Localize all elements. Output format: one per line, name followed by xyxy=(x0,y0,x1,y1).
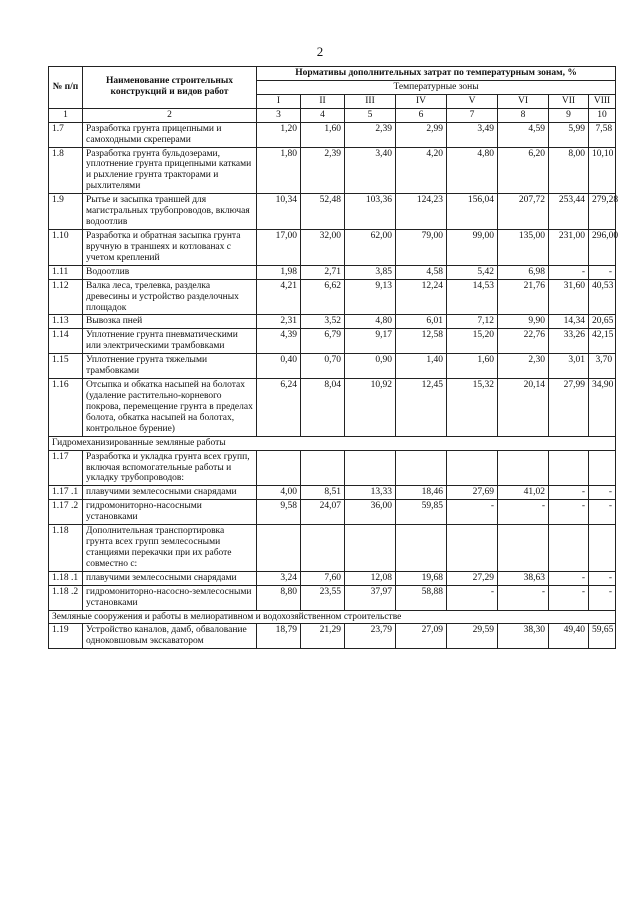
zone-value: - xyxy=(549,486,589,500)
table-row xyxy=(49,500,616,525)
zone-value: - xyxy=(549,500,589,525)
zone-value: 124,23 xyxy=(396,194,447,230)
row-number: 1.16 xyxy=(49,379,83,437)
zone-value xyxy=(498,450,549,486)
zone-value: 4,21 xyxy=(257,279,301,315)
table-row xyxy=(49,194,616,230)
zone-value: 2,99 xyxy=(396,122,447,147)
table-row xyxy=(49,265,616,279)
row-number: 1.17 xyxy=(49,450,83,486)
row-number: 1.15 xyxy=(49,354,83,379)
table-row xyxy=(49,354,616,379)
column-number: 7 xyxy=(447,108,498,122)
zone-value xyxy=(396,450,447,486)
work-name: гидромониторно-насосными установками xyxy=(83,500,257,525)
zone-value: 18,46 xyxy=(396,486,447,500)
zone-value xyxy=(549,450,589,486)
zone-value: 79,00 xyxy=(396,229,447,265)
zone-value: 1,20 xyxy=(257,122,301,147)
row-number: 1.18 xyxy=(49,525,83,572)
zone-value: 3,52 xyxy=(301,315,345,329)
work-name: Уплотнение грунта тяжелыми трамбовками xyxy=(83,354,257,379)
zone-value: 0,40 xyxy=(257,354,301,379)
row-number: 1.12 xyxy=(49,279,83,315)
zone-value: 3,40 xyxy=(345,147,396,194)
zone-value: 2,39 xyxy=(345,122,396,147)
zone-value: 24,07 xyxy=(301,500,345,525)
zone-value: 6,79 xyxy=(301,329,345,354)
zone-value: 29,59 xyxy=(447,624,498,649)
zone-value: - xyxy=(498,500,549,525)
zone-value: 6,98 xyxy=(498,265,549,279)
zone-value: 253,44 xyxy=(549,194,589,230)
table-row xyxy=(49,585,616,610)
column-number: 6 xyxy=(396,108,447,122)
work-name: Устройство каналов, дамб, обвалование одноковшовым экскаватором xyxy=(83,624,257,649)
zone-value: 13,33 xyxy=(345,486,396,500)
zone-value: - xyxy=(589,486,616,500)
table-row xyxy=(49,571,616,585)
zone-value: 4,80 xyxy=(447,147,498,194)
row-number: 1.18 .2 xyxy=(49,585,83,610)
header-zone: III xyxy=(345,94,396,108)
work-name: Водоотлив xyxy=(83,265,257,279)
row-number: 1.10 xyxy=(49,229,83,265)
zone-value: 8,00 xyxy=(549,147,589,194)
zone-value xyxy=(345,525,396,572)
zone-value: 2,71 xyxy=(301,265,345,279)
table-row xyxy=(49,329,616,354)
zone-value: 27,69 xyxy=(447,486,498,500)
zone-value: 15,32 xyxy=(447,379,498,437)
zone-value xyxy=(498,525,549,572)
table-row xyxy=(49,147,616,194)
zone-value: 8,51 xyxy=(301,486,345,500)
zone-value: 1,60 xyxy=(301,122,345,147)
zone-value: 34,90 xyxy=(589,379,616,437)
zone-value: 4,58 xyxy=(396,265,447,279)
zone-value: 15,20 xyxy=(447,329,498,354)
column-number: 1 xyxy=(49,108,83,122)
header-zone: IV xyxy=(396,94,447,108)
zone-value xyxy=(345,450,396,486)
header-col-name: Наименование строительных конструкций и видов работ xyxy=(83,67,257,109)
zone-value: 41,02 xyxy=(498,486,549,500)
table-row xyxy=(49,229,616,265)
zone-value: 296,00 xyxy=(589,229,616,265)
zone-value: 10,10 xyxy=(589,147,616,194)
row-number: 1.11 xyxy=(49,265,83,279)
row-number: 1.7 xyxy=(49,122,83,147)
row-number: 1.14 xyxy=(49,329,83,354)
zone-value: 6,20 xyxy=(498,147,549,194)
work-name: Разработка и укладка грунта всех групп, включая вспомогательные работы и укладку трубопроводов: xyxy=(83,450,257,486)
row-number: 1.9 xyxy=(49,194,83,230)
zone-value: 103,36 xyxy=(345,194,396,230)
zone-value: 23,79 xyxy=(345,624,396,649)
zone-value xyxy=(396,525,447,572)
row-number: 1.13 xyxy=(49,315,83,329)
zone-value: 49,40 xyxy=(549,624,589,649)
zone-value: 4,00 xyxy=(257,486,301,500)
work-name: Валка леса, трелевка, разделка древесины и устройство разделочных площадок xyxy=(83,279,257,315)
row-number: 1.17 .1 xyxy=(49,486,83,500)
table-row xyxy=(49,122,616,147)
header-zone: VIII xyxy=(589,94,616,108)
zone-value: 62,00 xyxy=(345,229,396,265)
column-number: 5 xyxy=(345,108,396,122)
zone-value: - xyxy=(589,571,616,585)
column-number: 3 xyxy=(257,108,301,122)
zone-value: 5,42 xyxy=(447,265,498,279)
header-zone: V xyxy=(447,94,498,108)
zone-value: 7,12 xyxy=(447,315,498,329)
row-number: 1.18 .1 xyxy=(49,571,83,585)
header-zone: I xyxy=(257,94,301,108)
zone-value: 2,31 xyxy=(257,315,301,329)
zone-value: - xyxy=(589,585,616,610)
zone-value: 12,24 xyxy=(396,279,447,315)
zone-value: 3,24 xyxy=(257,571,301,585)
zone-value: 4,59 xyxy=(498,122,549,147)
section-title: Гидромеханизированные земляные работы xyxy=(49,436,616,450)
zone-value: 0,70 xyxy=(301,354,345,379)
header-zone: II xyxy=(301,94,345,108)
zone-value xyxy=(257,525,301,572)
zone-value xyxy=(589,525,616,572)
zone-value: 12,08 xyxy=(345,571,396,585)
table-header xyxy=(49,67,616,123)
row-number: 1.17 .2 xyxy=(49,500,83,525)
zone-value: 31,60 xyxy=(549,279,589,315)
zone-value: 21,29 xyxy=(301,624,345,649)
zone-value: 33,26 xyxy=(549,329,589,354)
zone-value: 18,79 xyxy=(257,624,301,649)
zone-value: 3,85 xyxy=(345,265,396,279)
row-number: 1.8 xyxy=(49,147,83,194)
zone-value: 4,20 xyxy=(396,147,447,194)
zone-value: - xyxy=(549,265,589,279)
zone-value: 4,80 xyxy=(345,315,396,329)
zone-value xyxy=(447,450,498,486)
zone-value: 1,80 xyxy=(257,147,301,194)
zone-value: 22,76 xyxy=(498,329,549,354)
zone-value: 12,45 xyxy=(396,379,447,437)
zone-value xyxy=(301,450,345,486)
work-name: Вывозка пней xyxy=(83,315,257,329)
zone-value: 1,60 xyxy=(447,354,498,379)
zone-value: 7,60 xyxy=(301,571,345,585)
header-col-norms: Нормативы дополнительных затрат по температурным зонам, % xyxy=(257,67,616,81)
zone-value: 20,14 xyxy=(498,379,549,437)
zone-value: 27,29 xyxy=(447,571,498,585)
column-number: 9 xyxy=(549,108,589,122)
work-name: Отсыпка и обкатка насыпей на болотах (удаление растительно-корневого покрова, перемещение грунта в пределах болота, обкатка насыпей на болотах, контрольное бурение) xyxy=(83,379,257,437)
zone-value: 6,24 xyxy=(257,379,301,437)
zone-value: 9,58 xyxy=(257,500,301,525)
zone-value xyxy=(257,450,301,486)
table-row xyxy=(49,525,616,572)
column-number: 2 xyxy=(83,108,257,122)
zone-value: 279,28 xyxy=(589,194,616,230)
zone-value: 156,04 xyxy=(447,194,498,230)
zone-value: 52,48 xyxy=(301,194,345,230)
column-number: 8 xyxy=(498,108,549,122)
page-number: 2 xyxy=(316,44,324,59)
zone-value: 19,68 xyxy=(396,571,447,585)
work-name: гидромониторно-насосно-землесосными установками xyxy=(83,585,257,610)
zone-value: 40,53 xyxy=(589,279,616,315)
zone-value: 4,39 xyxy=(257,329,301,354)
zone-value: 3,01 xyxy=(549,354,589,379)
table-row xyxy=(49,624,616,649)
zone-value: - xyxy=(549,571,589,585)
table-row xyxy=(49,279,616,315)
work-name: Разработка и обратная засыпка грунта вручную в траншеях и котлованах с учетом креплений xyxy=(83,229,257,265)
zone-value xyxy=(301,525,345,572)
norms-table xyxy=(48,66,619,649)
zone-value: 14,34 xyxy=(549,315,589,329)
zone-value xyxy=(447,525,498,572)
zone-value: 17,00 xyxy=(257,229,301,265)
zone-value: 7,58 xyxy=(589,122,616,147)
zone-value: 10,34 xyxy=(257,194,301,230)
zone-value: - xyxy=(447,500,498,525)
zone-value: 12,58 xyxy=(396,329,447,354)
zone-value: 2,30 xyxy=(498,354,549,379)
zone-value: 32,00 xyxy=(301,229,345,265)
work-name: плавучими землесосными снарядами xyxy=(83,486,257,500)
zone-value: 6,62 xyxy=(301,279,345,315)
zone-value: - xyxy=(498,585,549,610)
zone-value: 8,80 xyxy=(257,585,301,610)
zone-value: 5,99 xyxy=(549,122,589,147)
header-zone: VI xyxy=(498,94,549,108)
column-number: 4 xyxy=(301,108,345,122)
work-name: Дополнительная транспортировка грунта всех групп землесосными станциями перекачки при их работе совместно с: xyxy=(83,525,257,572)
zone-value: 27,99 xyxy=(549,379,589,437)
zone-value: 9,13 xyxy=(345,279,396,315)
zone-value: - xyxy=(589,265,616,279)
table-row xyxy=(49,379,616,437)
header-col-zones: Температурные зоны xyxy=(257,80,616,94)
zone-value: 9,17 xyxy=(345,329,396,354)
zone-value: 1,98 xyxy=(257,265,301,279)
zone-value: 37,97 xyxy=(345,585,396,610)
zone-value: 6,01 xyxy=(396,315,447,329)
header-col-no: № п/п xyxy=(49,67,83,109)
zone-value: 20,65 xyxy=(589,315,616,329)
zone-value: 231,00 xyxy=(549,229,589,265)
table-body xyxy=(49,122,619,649)
zone-value: 36,00 xyxy=(345,500,396,525)
zone-value: - xyxy=(549,585,589,610)
zone-value: 8,04 xyxy=(301,379,345,437)
header-zone: VII xyxy=(549,94,589,108)
header-column-numbers-row xyxy=(49,108,616,122)
section-row xyxy=(49,436,616,450)
section-row xyxy=(49,610,616,624)
zone-value: 21,76 xyxy=(498,279,549,315)
zone-value: - xyxy=(447,585,498,610)
work-name: Разработка грунта прицепными и самоходными скреперами xyxy=(83,122,257,147)
zone-value: 135,00 xyxy=(498,229,549,265)
row-number: 1.19 xyxy=(49,624,83,649)
zone-value: 38,63 xyxy=(498,571,549,585)
zone-value: - xyxy=(589,500,616,525)
zone-value: 58,88 xyxy=(396,585,447,610)
section-title: Земляные сооружения и работы в мелиоративном и водохозяйственном строительстве xyxy=(49,610,616,624)
zone-value: 59,65 xyxy=(589,624,616,649)
column-number: 10 xyxy=(589,108,616,122)
zone-value: 14,53 xyxy=(447,279,498,315)
zone-value: 59,85 xyxy=(396,500,447,525)
work-name: Разработка грунта бульдозерами, уплотнение грунта прицепными катками и рыхление грунта тракторами и рыхлителями xyxy=(83,147,257,194)
zone-value: 1,40 xyxy=(396,354,447,379)
zone-value xyxy=(549,525,589,572)
zone-value: 207,72 xyxy=(498,194,549,230)
zone-value: 10,92 xyxy=(345,379,396,437)
work-name: Уплотнение грунта пневматическими или электрическими трамбовками xyxy=(83,329,257,354)
work-name: Рытье и засыпка траншей для магистральных трубопроводов, включая водоотлив xyxy=(83,194,257,230)
zone-value: 23,55 xyxy=(301,585,345,610)
zone-value: 99,00 xyxy=(447,229,498,265)
work-name: плавучими землесосными снарядами xyxy=(83,571,257,585)
zone-value: 42,15 xyxy=(589,329,616,354)
zone-value: 3,70 xyxy=(589,354,616,379)
zone-value: 3,49 xyxy=(447,122,498,147)
table-row xyxy=(49,450,616,486)
zone-value: 38,30 xyxy=(498,624,549,649)
zone-value: 2,39 xyxy=(301,147,345,194)
table-row xyxy=(49,486,616,500)
zone-value: 9,90 xyxy=(498,315,549,329)
zone-value: 27,09 xyxy=(396,624,447,649)
table-row xyxy=(49,315,616,329)
zone-value: 0,90 xyxy=(345,354,396,379)
zone-value xyxy=(589,450,616,486)
